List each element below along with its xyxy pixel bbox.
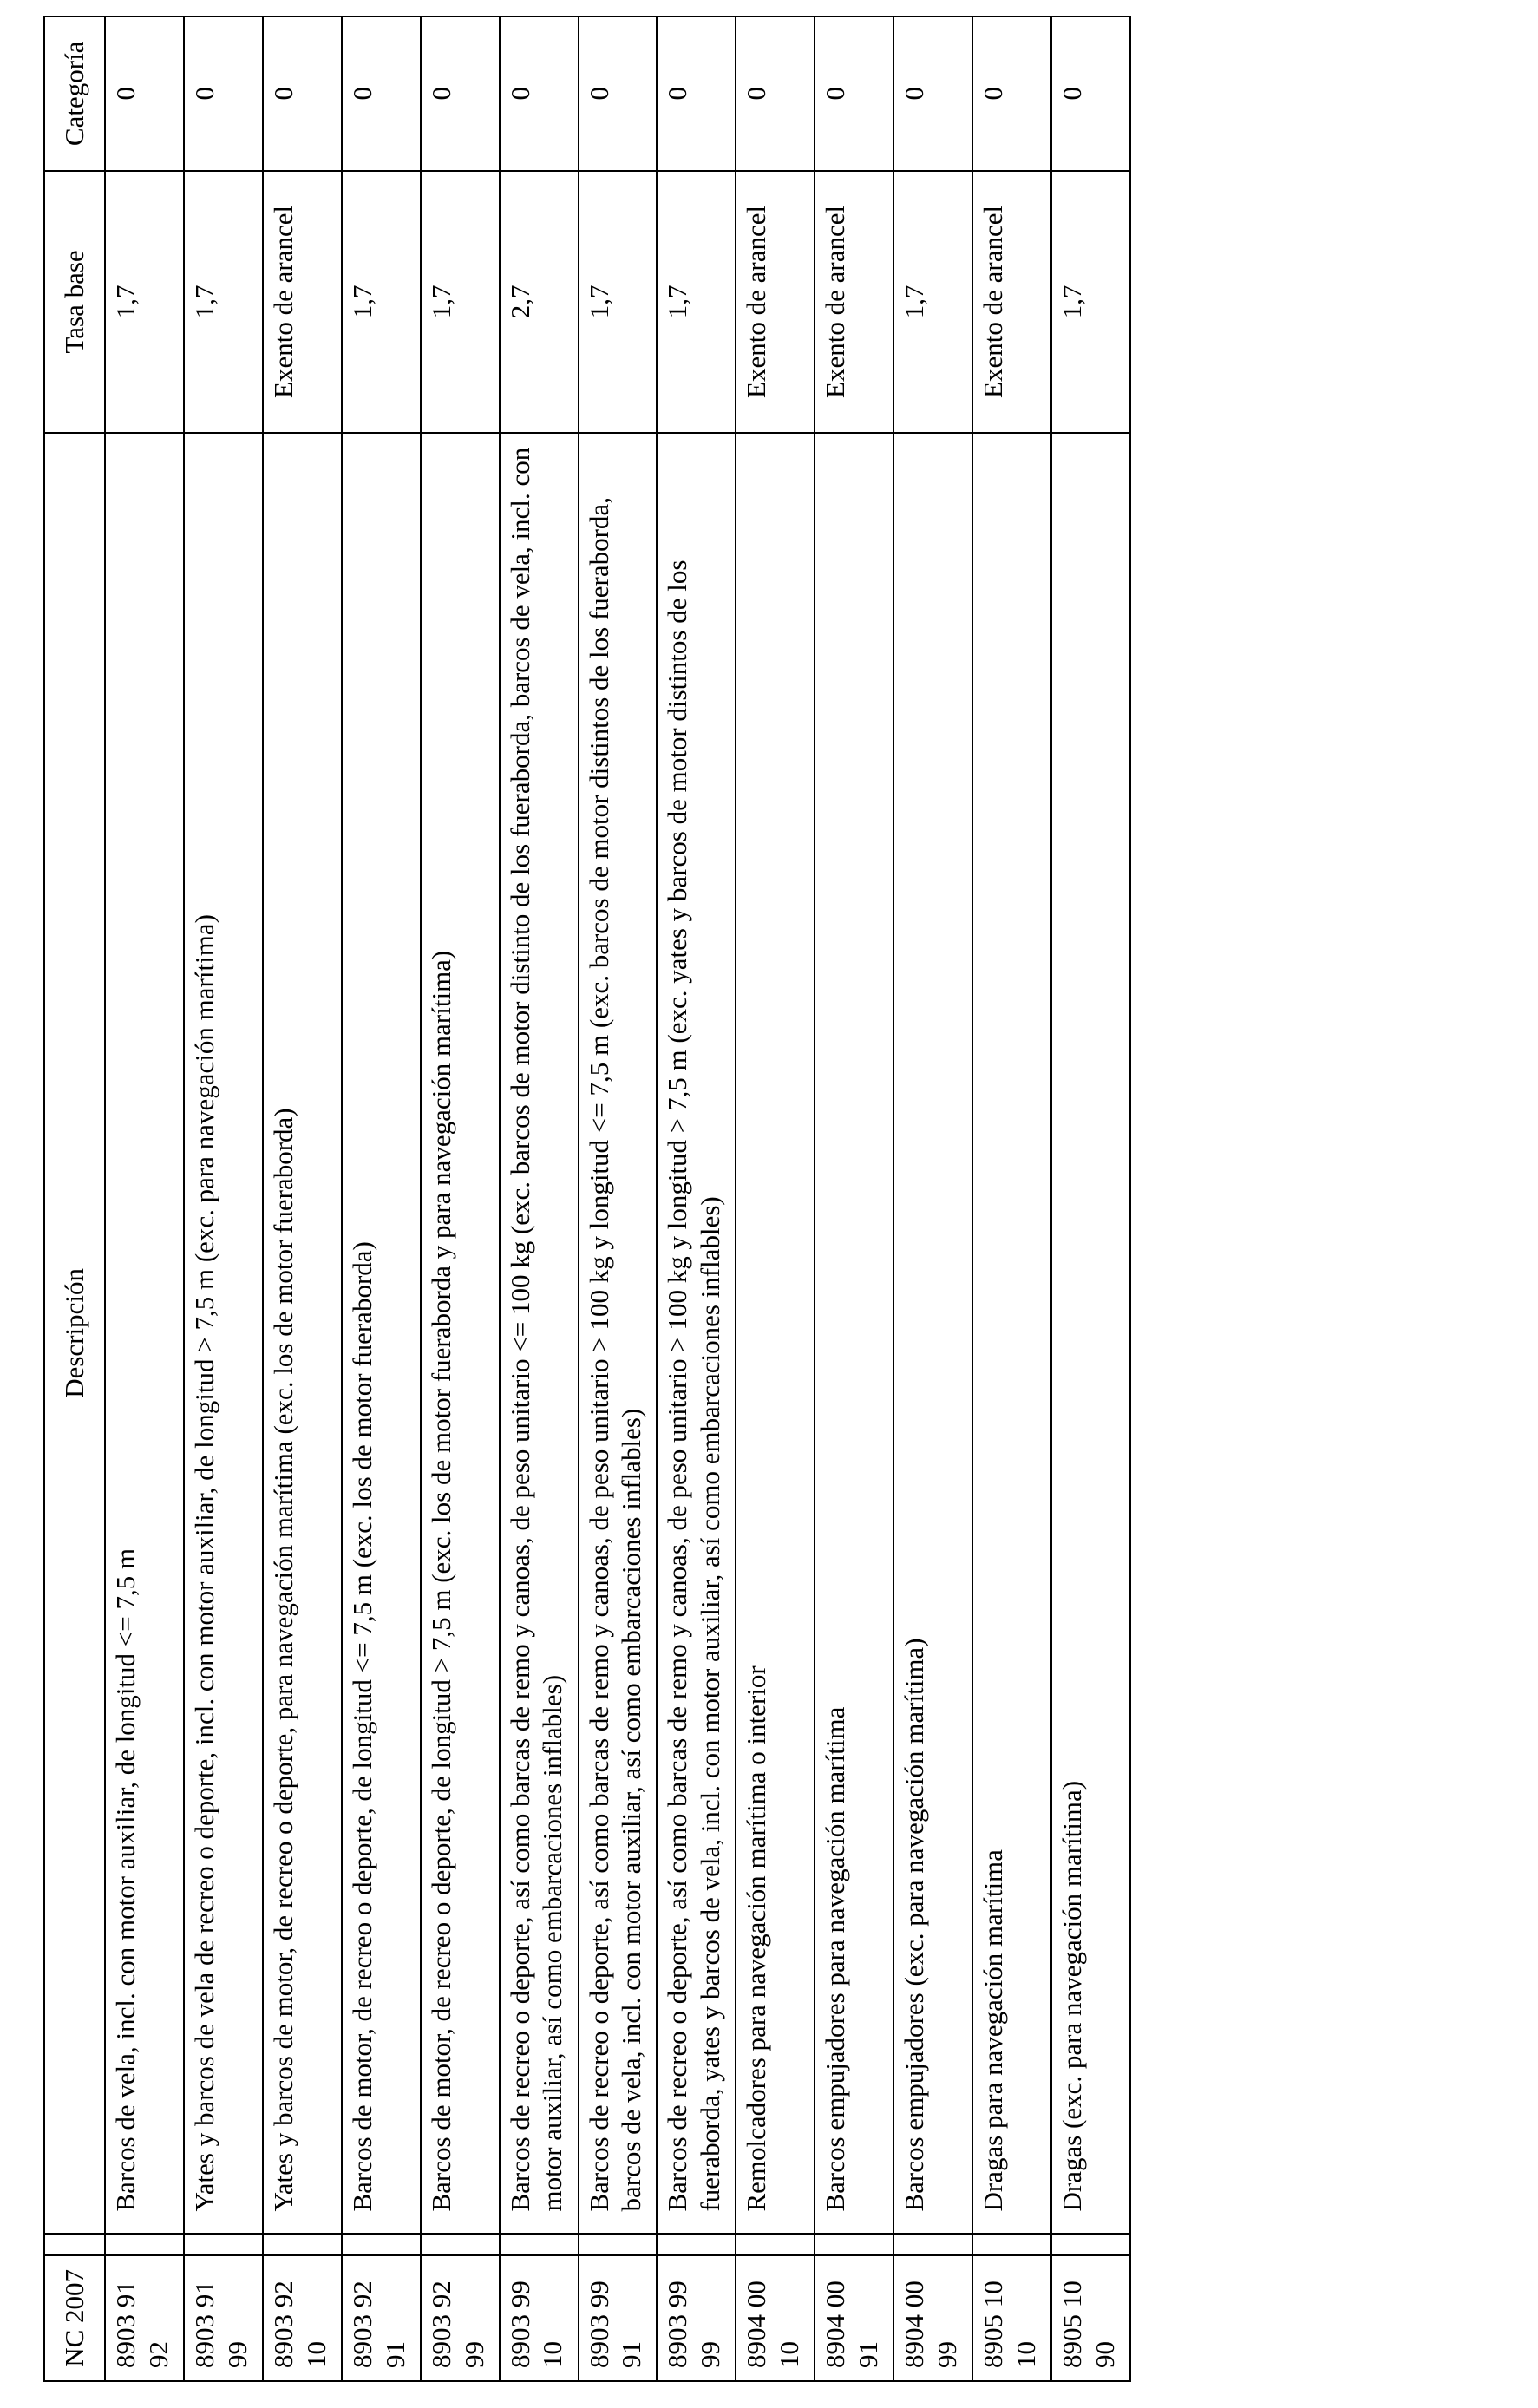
cell-code: 8903 92 99 [421,2255,500,2381]
cell-rate: 1,7 [342,171,421,434]
cell-category: 0 [1051,16,1130,171]
cell-rate: 1,7 [657,171,736,434]
table-row [815,16,893,2381]
table-row [1051,16,1130,2381]
cell-code: 8903 99 99 [657,2255,736,2381]
cell-rate: 1,7 [105,171,184,434]
cell-spacer [579,2234,658,2255]
cell-code: 8903 91 92 [105,2255,184,2381]
cell-code: 8903 92 91 [342,2255,421,2381]
cell-rate: 1,7 [184,171,263,434]
cell-rate: 1,7 [893,171,972,434]
cell-category: 0 [736,16,815,171]
header-code: NC 2007 [44,2255,105,2381]
cell-spacer [342,2234,421,2255]
cell-category: 0 [263,16,342,171]
cell-description: Dragas (exc. para navegación marítima) [1051,433,1130,2233]
cell-spacer [1051,2234,1130,2255]
cell-spacer [500,2234,579,2255]
cell-spacer [815,2234,893,2255]
cell-description: Yates y barcos de vela de recreo o deporte, incl. con motor auxiliar, de longitud > 7,5 m (exc. para navegación marítima) [184,433,263,2233]
cell-spacer [972,2234,1051,2255]
cell-code: 8903 92 10 [263,2255,342,2381]
cell-description: Remolcadores para navegación marítima o interior [736,433,815,2233]
cell-rate: Exento de arancel [263,171,342,434]
cell-spacer [893,2234,972,2255]
header-rate: Tasa base [44,171,105,434]
table-row [893,16,972,2381]
cell-spacer [736,2234,815,2255]
cell-category: 0 [657,16,736,171]
header-category: Categoría [44,16,105,171]
cell-spacer [263,2234,342,2255]
table-row [184,16,263,2381]
cell-code: 8904 00 99 [893,2255,972,2381]
table-header-row [44,16,105,2381]
tariff-table [43,16,1131,2382]
cell-rate: 1,7 [579,171,658,434]
table-row [500,16,579,2381]
cell-code: 8903 99 91 [579,2255,658,2381]
cell-rate: Exento de arancel [736,171,815,434]
header-description: Descripción [44,433,105,2233]
cell-category: 0 [342,16,421,171]
cell-description: Barcos empujadores (exc. para navegación marítima) [893,433,972,2233]
cell-category: 0 [972,16,1051,171]
cell-description: Barcos de recreo o deporte, así como barcas de remo y canoas, de peso unitario > 100 kg y longitud > 7,5 m (exc. yates y barcos de motor distintos de los fueraborda, yates y barcos de vela, incl. con motor auxiliar, así como embarcaciones inflables) [657,433,736,2233]
cell-code: 8904 00 10 [736,2255,815,2381]
cell-code: 8903 99 10 [500,2255,579,2381]
cell-spacer [421,2234,500,2255]
cell-description: Barcos de vela, incl. con motor auxiliar, de longitud <= 7,5 m [105,433,184,2233]
cell-description: Barcos de motor, de recreo o deporte, de longitud <= 7,5 m (exc. los de motor fueraborda) [342,433,421,2233]
table-row [105,16,184,2381]
cell-rate: 2,7 [500,171,579,434]
cell-category: 0 [893,16,972,171]
cell-description: Barcos de motor, de recreo o deporte, de longitud > 7,5 m (exc. los de motor fueraborda y para navegación marítima) [421,433,500,2233]
header-spacer [44,2234,105,2255]
cell-description: Dragas para navegación marítima [972,433,1051,2233]
cell-description: Barcos empujadores para navegación marítima [815,433,893,2233]
cell-description: Barcos de recreo o deporte, así como barcas de remo y canoas, de peso unitario > 100 kg y longitud <= 7,5 m (exc. barcos de motor distintos de los fueraborda, barcos de vela, incl. con motor auxiliar, así como embarcaciones inflables) [579,433,658,2233]
table-row [342,16,421,2381]
cell-category: 0 [815,16,893,171]
cell-description: Yates y barcos de motor, de recreo o deporte, para navegación marítima (exc. los de motor fueraborda) [263,433,342,2233]
cell-category: 0 [184,16,263,171]
cell-rate: 1,7 [421,171,500,434]
cell-rate: Exento de arancel [815,171,893,434]
cell-code: 8903 91 99 [184,2255,263,2381]
cell-code: 8905 10 10 [972,2255,1051,2381]
rotated-table-wrapper [43,16,1131,2382]
table-row [972,16,1051,2381]
table-row [736,16,815,2381]
cell-spacer [184,2234,263,2255]
cell-spacer [657,2234,736,2255]
cell-description: Barcos de recreo o deporte, así como barcas de remo y canoas, de peso unitario <= 100 kg (exc. barcos de motor distinto de los fueraborda, barcos de vela, incl. con motor auxiliar, así como embarcaciones inflables) [500,433,579,2233]
table-row [579,16,658,2381]
cell-category: 0 [500,16,579,171]
cell-category: 0 [421,16,500,171]
cell-spacer [105,2234,184,2255]
cell-code: 8905 10 90 [1051,2255,1130,2381]
cell-rate: 1,7 [1051,171,1130,434]
cell-category: 0 [105,16,184,171]
table-body [105,16,1130,2381]
cell-code: 8904 00 91 [815,2255,893,2381]
table-row [263,16,342,2381]
table-row [421,16,500,2381]
table-row [657,16,736,2381]
cell-rate: Exento de arancel [972,171,1051,434]
cell-category: 0 [579,16,658,171]
